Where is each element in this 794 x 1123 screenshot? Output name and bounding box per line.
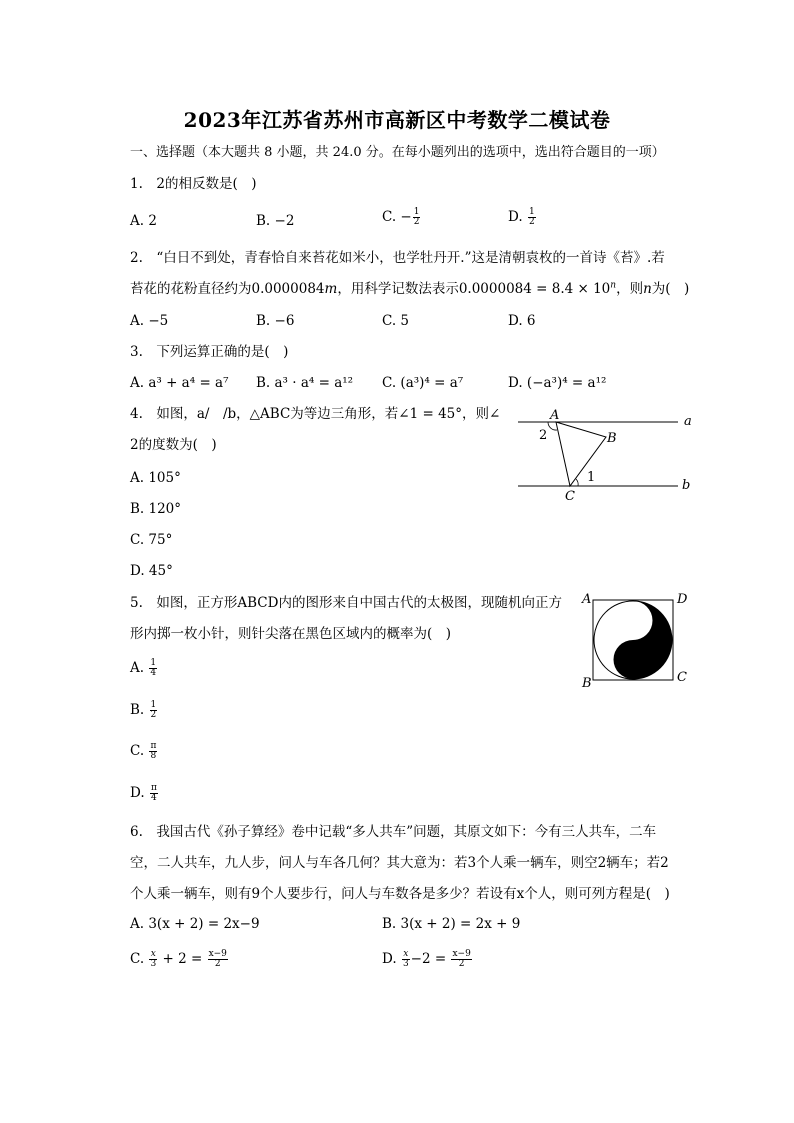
q1-option-b: B. −2 [256,213,295,229]
taiji-white-dot [628,616,638,626]
question-2-line-1: 2. “白日不到处，青春恰自来苔花如米小，也学牡丹开.”这是清朝袁枚的一首诗《苔》.若 [130,250,665,266]
q2-option-a: A. −5 [130,313,169,329]
q6-option-d: D. $\frac{x}{3}$ −2 = $\frac{x-9}{2}$ [382,949,471,969]
q3-option-a: A. a³ + a⁴ = a⁷ [130,375,229,391]
taiji-black-dot [628,655,638,665]
q5-option-c: C. $\frac{\pi}{8}$ [130,741,157,761]
q3-option-b: B. a³ · a⁴ = a¹² [256,375,354,391]
q1-option-a: A. 2 [130,213,157,229]
question-6-line-2: 空，二人共车，九人步，问人与车各几何？其大意为：若3个人乘一辆车，则空2辆车；若2 [130,855,669,871]
q1-option-c: C. − $\frac{1}{2}$ [382,207,420,227]
q5-option-a: A. $\frac{1}{4}$ [130,658,157,678]
label-point-d: D [677,592,688,607]
fraction: $\frac{1}{2}$ [528,207,535,227]
q2-option-d: D. 6 [508,313,536,329]
question-1-stem: 1. 2的相反数是( ) [130,176,257,192]
question-5-line-2: 形内掷一枚小针，则针尖落在黑色区域内的概率为( ) [130,626,452,642]
label-point-b: B [607,431,617,446]
question-5-line-1: 5. 如图，正方形ABCD内的图形来自中国古代的太极图，现随机向正方 [130,595,562,611]
question-4-line-2: 2的度数为( ) [130,437,217,453]
triangle-abc [556,422,606,486]
angle-2-arc [548,422,557,430]
q6-option-a: A. 3(x + 2) = 2x−9 [130,916,260,932]
label-point-a: A [550,408,560,423]
q2-option-b: B. −6 [256,313,295,329]
fraction: $\frac{\pi}{8}$ [150,741,157,761]
q3-option-c: C. (a³)⁴ = a⁷ [382,375,464,391]
label-point-a: A [582,592,592,607]
q5-taiji-figure [578,590,698,690]
question-4-line-1: 4. 如图，a/ /b，△ABC为等边三角形，若∠1 = 45°，则∠ [130,406,501,422]
fraction: $\frac{x-9}{2}$ [452,949,471,969]
fraction: $\frac{x}{3}$ [150,949,157,969]
q4-option-d: D. 45° [130,563,173,579]
q4-option-b: B. 120° [130,501,182,517]
question-3-stem: 3. 下列运算正确的是( ) [130,344,289,360]
section-heading: 一、选择题（本大题共 8 小题，共 24.0 分。在每小题列出的选项中，选出符合题目的一项） [130,145,665,160]
fraction: $\frac{x}{3}$ [402,949,409,969]
fraction: $\frac{1}{2}$ [150,700,157,720]
label-point-c: C [677,670,687,685]
label-angle-2: 2 [539,428,548,443]
label-point-c: C [565,489,575,504]
label-b-line: b [682,478,691,493]
q4-option-a: A. 105° [130,470,181,486]
q5-option-b: B. $\frac{1}{2}$ [130,700,157,720]
label-point-b: B [582,676,592,690]
fraction: $\frac{\pi}{4}$ [150,783,157,803]
q5-option-d: D. $\frac{\pi}{4}$ [130,783,157,803]
q1-option-d: D. $\frac{1}{2}$ [508,207,535,227]
label-a-line: a [684,414,692,429]
q4-figure [510,405,700,505]
q4-option-c: C. 75° [130,532,173,548]
fraction: $\frac{1}{2}$ [413,207,420,227]
label-angle-1: 1 [587,470,596,485]
q6-option-b: B. 3(x + 2) = 2x + 9 [382,916,521,932]
q6-option-c: C. $\frac{x}{3}$ + 2 = $\frac{x-9}{2}$ [130,949,227,969]
question-6-line-3: 个人乘一辆车，则有9个人要步行，问人与车数各是多少？若设有x个人，则可列方程是( ) [130,886,670,902]
question-6-line-1: 6. 我国古代《孙子算经》卷中记载“多人共车”问题，其原文如下：今有三人共车，二车 [130,824,657,840]
q2-option-c: C. 5 [382,313,410,329]
fraction: $\frac{1}{4}$ [150,658,157,678]
page-title: 2023年江苏省苏州市高新区中考数学二模试卷 [183,108,611,132]
q3-option-d: D. (−a³)⁴ = a¹² [508,375,607,391]
fraction: $\frac{x-9}{2}$ [208,949,227,969]
question-2-line-2: 苔花的花粉直径约为0.0000084m，用科学记数法表示$0.0000084 = 8.4 \times 10^n$，则n为( ) [130,280,690,297]
angle-1-arc [576,479,578,486]
